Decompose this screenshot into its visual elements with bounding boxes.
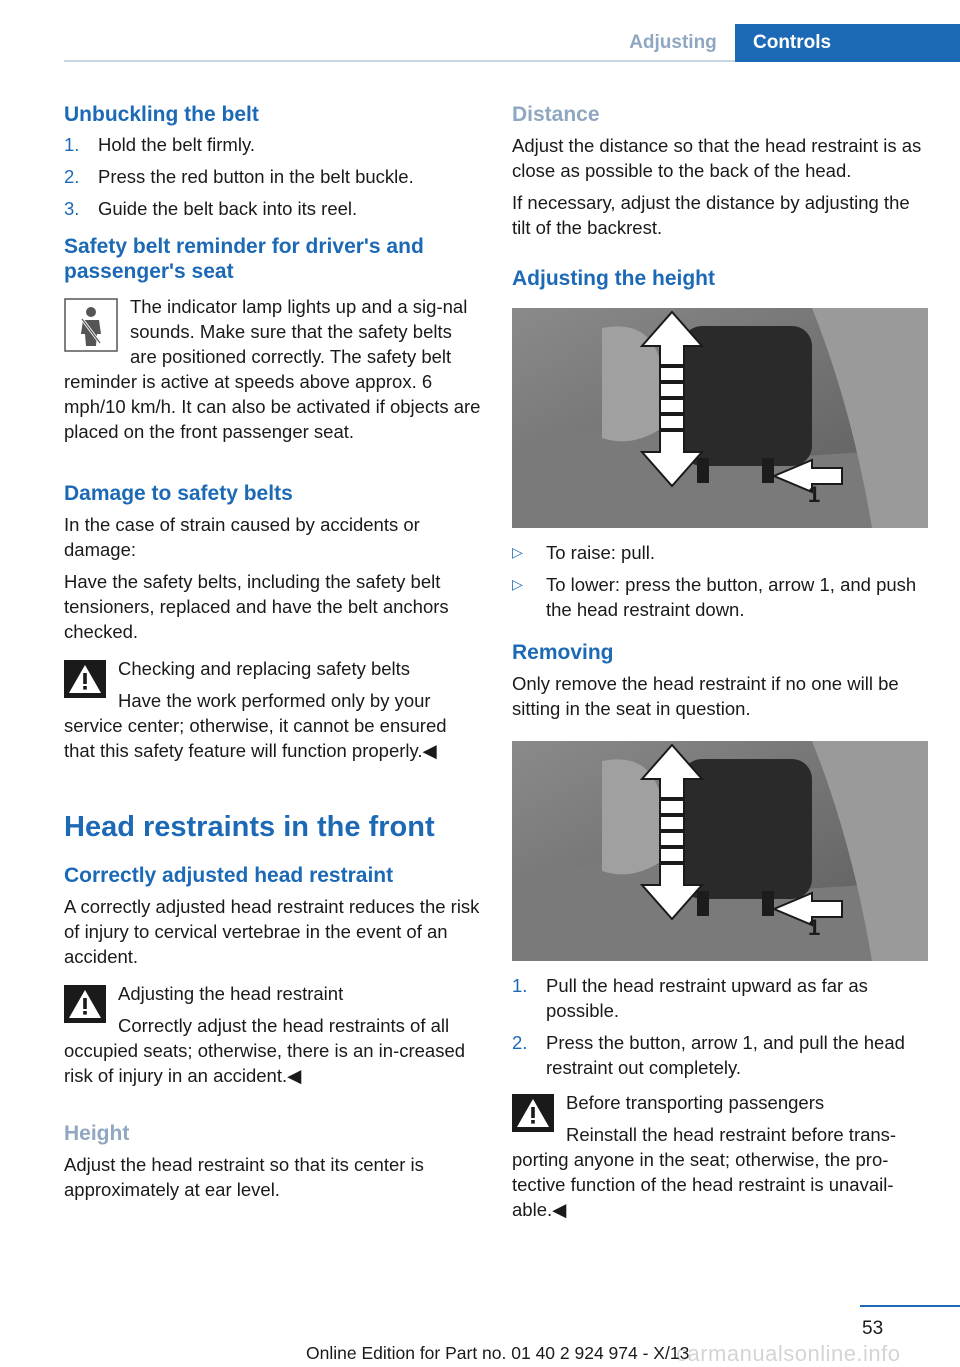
- warning-text: Reinstall the head restraint before trans‐porting anyone in the seat; otherwise, the pro‐tective function of the head restraint is unavail‐able.◀: [512, 1124, 897, 1220]
- damage-paragraph-2: Have the safety belts, including the safety belt tensioners, replaced and have the belt anchors checked.: [64, 571, 449, 642]
- header-chapter-tab: Controls: [735, 24, 960, 62]
- adjusting-height-list: [512, 540, 930, 622]
- step-number: 2.: [512, 1032, 528, 1053]
- correct-restraint-title: Correctly adjusted head restraint: [64, 864, 394, 887]
- list-item: [512, 540, 930, 565]
- list-item: [64, 196, 482, 221]
- correct-restraint-paragraph: A correctly adjusted head restraint reduces the risk of injury to cervical vertebrae in the event of an accident.: [64, 896, 480, 967]
- left-column: [64, 102, 482, 1202]
- head-restraint-removal-illustration: [512, 741, 928, 961]
- damage-warning: [64, 656, 482, 763]
- bullet-triangle-icon: ▷: [512, 544, 523, 560]
- item-text: To raise: pull.: [546, 542, 655, 563]
- transport-warning: [512, 1090, 930, 1222]
- height-title: Height: [64, 1122, 130, 1145]
- item-text: To lower: press the button, arrow 1, and push the head restraint down.: [546, 574, 917, 620]
- damage-title: Damage to safety belts: [64, 482, 293, 505]
- edition-line: Online Edition for Part no. 01 40 2 924 974 - X/13: [306, 1343, 690, 1363]
- step-number: 3.: [64, 198, 80, 219]
- step-text: Press the red button in the belt buckle.: [98, 166, 414, 187]
- head-restraints-front-title: Head restraints in the front: [64, 811, 435, 843]
- step-number: 2.: [64, 166, 80, 187]
- warning-triangle-icon: [64, 660, 106, 698]
- warning-heading: Adjusting the head restraint: [118, 983, 344, 1004]
- adjust-warning: [64, 981, 482, 1088]
- footer-rule: [860, 1305, 960, 1307]
- header-section-label: Adjusting: [629, 32, 717, 53]
- warning-heading: Before transporting passengers: [566, 1092, 825, 1113]
- list-item: [64, 132, 482, 157]
- step-text: Hold the belt firmly.: [98, 134, 255, 155]
- warning-triangle-icon: [512, 1094, 554, 1132]
- reminder-block: [64, 294, 482, 444]
- height-paragraph: Adjust the head restraint so that its center is approximately at ear level.: [64, 1154, 424, 1200]
- removing-steps: [512, 973, 930, 1080]
- reminder-text: The indicator lamp lights up and a sig‐nal sounds. Make sure that the safety belts are positioned correctly. The safety belt reminder is active at speeds above approx. 6 mph/10 km/h. It can also be activated if objects are placed on the front passenger seat.: [64, 296, 481, 442]
- step-number: 1.: [512, 975, 528, 996]
- distance-title: Distance: [512, 103, 600, 126]
- distance-paragraph-1: Adjust the distance so that the head restraint is as close as possible to the back of the head.: [512, 135, 922, 181]
- unbuckling-steps: [64, 132, 482, 221]
- list-item: [512, 572, 930, 622]
- step-text: Pull the head restraint upward as far as possible.: [546, 975, 868, 1021]
- warning-triangle-icon: [64, 985, 106, 1023]
- removing-title: Removing: [512, 641, 614, 664]
- watermark: carmanualsonline.info: [676, 1341, 901, 1366]
- bullet-triangle-icon: ▷: [512, 576, 523, 592]
- right-column: [512, 102, 930, 1222]
- warning-heading: Checking and replacing safety belts: [118, 658, 411, 679]
- seatbelt-warning-icon: [64, 298, 118, 352]
- callout-label: 1: [808, 915, 821, 940]
- warning-text: Have the work performed only by your service center; otherwise, it cannot be ensured that this safety feature will function properly.◀: [64, 690, 447, 761]
- callout-label: 1: [808, 482, 821, 507]
- step-text: Press the button, arrow 1, and pull the head restraint out completely.: [546, 1032, 905, 1078]
- head-restraint-height-illustration: [512, 308, 928, 528]
- damage-paragraph-1: In the case of strain caused by accidents or damage:: [64, 514, 420, 560]
- page-number: 53: [862, 1318, 884, 1339]
- list-item: [512, 1030, 930, 1080]
- reminder-title: Safety belt reminder for driver's and passenger's seat: [64, 235, 424, 283]
- unbuckling-title: Unbuckling the belt: [64, 103, 259, 126]
- warning-text: Correctly adjust the head restraints of all occupied seats; otherwise, there is an in‐creased risk of injury in an accident.◀: [64, 1015, 466, 1086]
- distance-paragraph-2: If necessary, adjust the distance by adjusting the tilt of the backrest.: [512, 192, 910, 238]
- step-number: 1.: [64, 134, 80, 155]
- list-item: [64, 164, 482, 189]
- removing-paragraph: Only remove the head restraint if no one will be sitting in the seat in question.: [512, 673, 899, 719]
- adjusting-height-title: Adjusting the height: [512, 267, 715, 290]
- step-text: Guide the belt back into its reel.: [98, 198, 358, 219]
- list-item: [512, 973, 930, 1023]
